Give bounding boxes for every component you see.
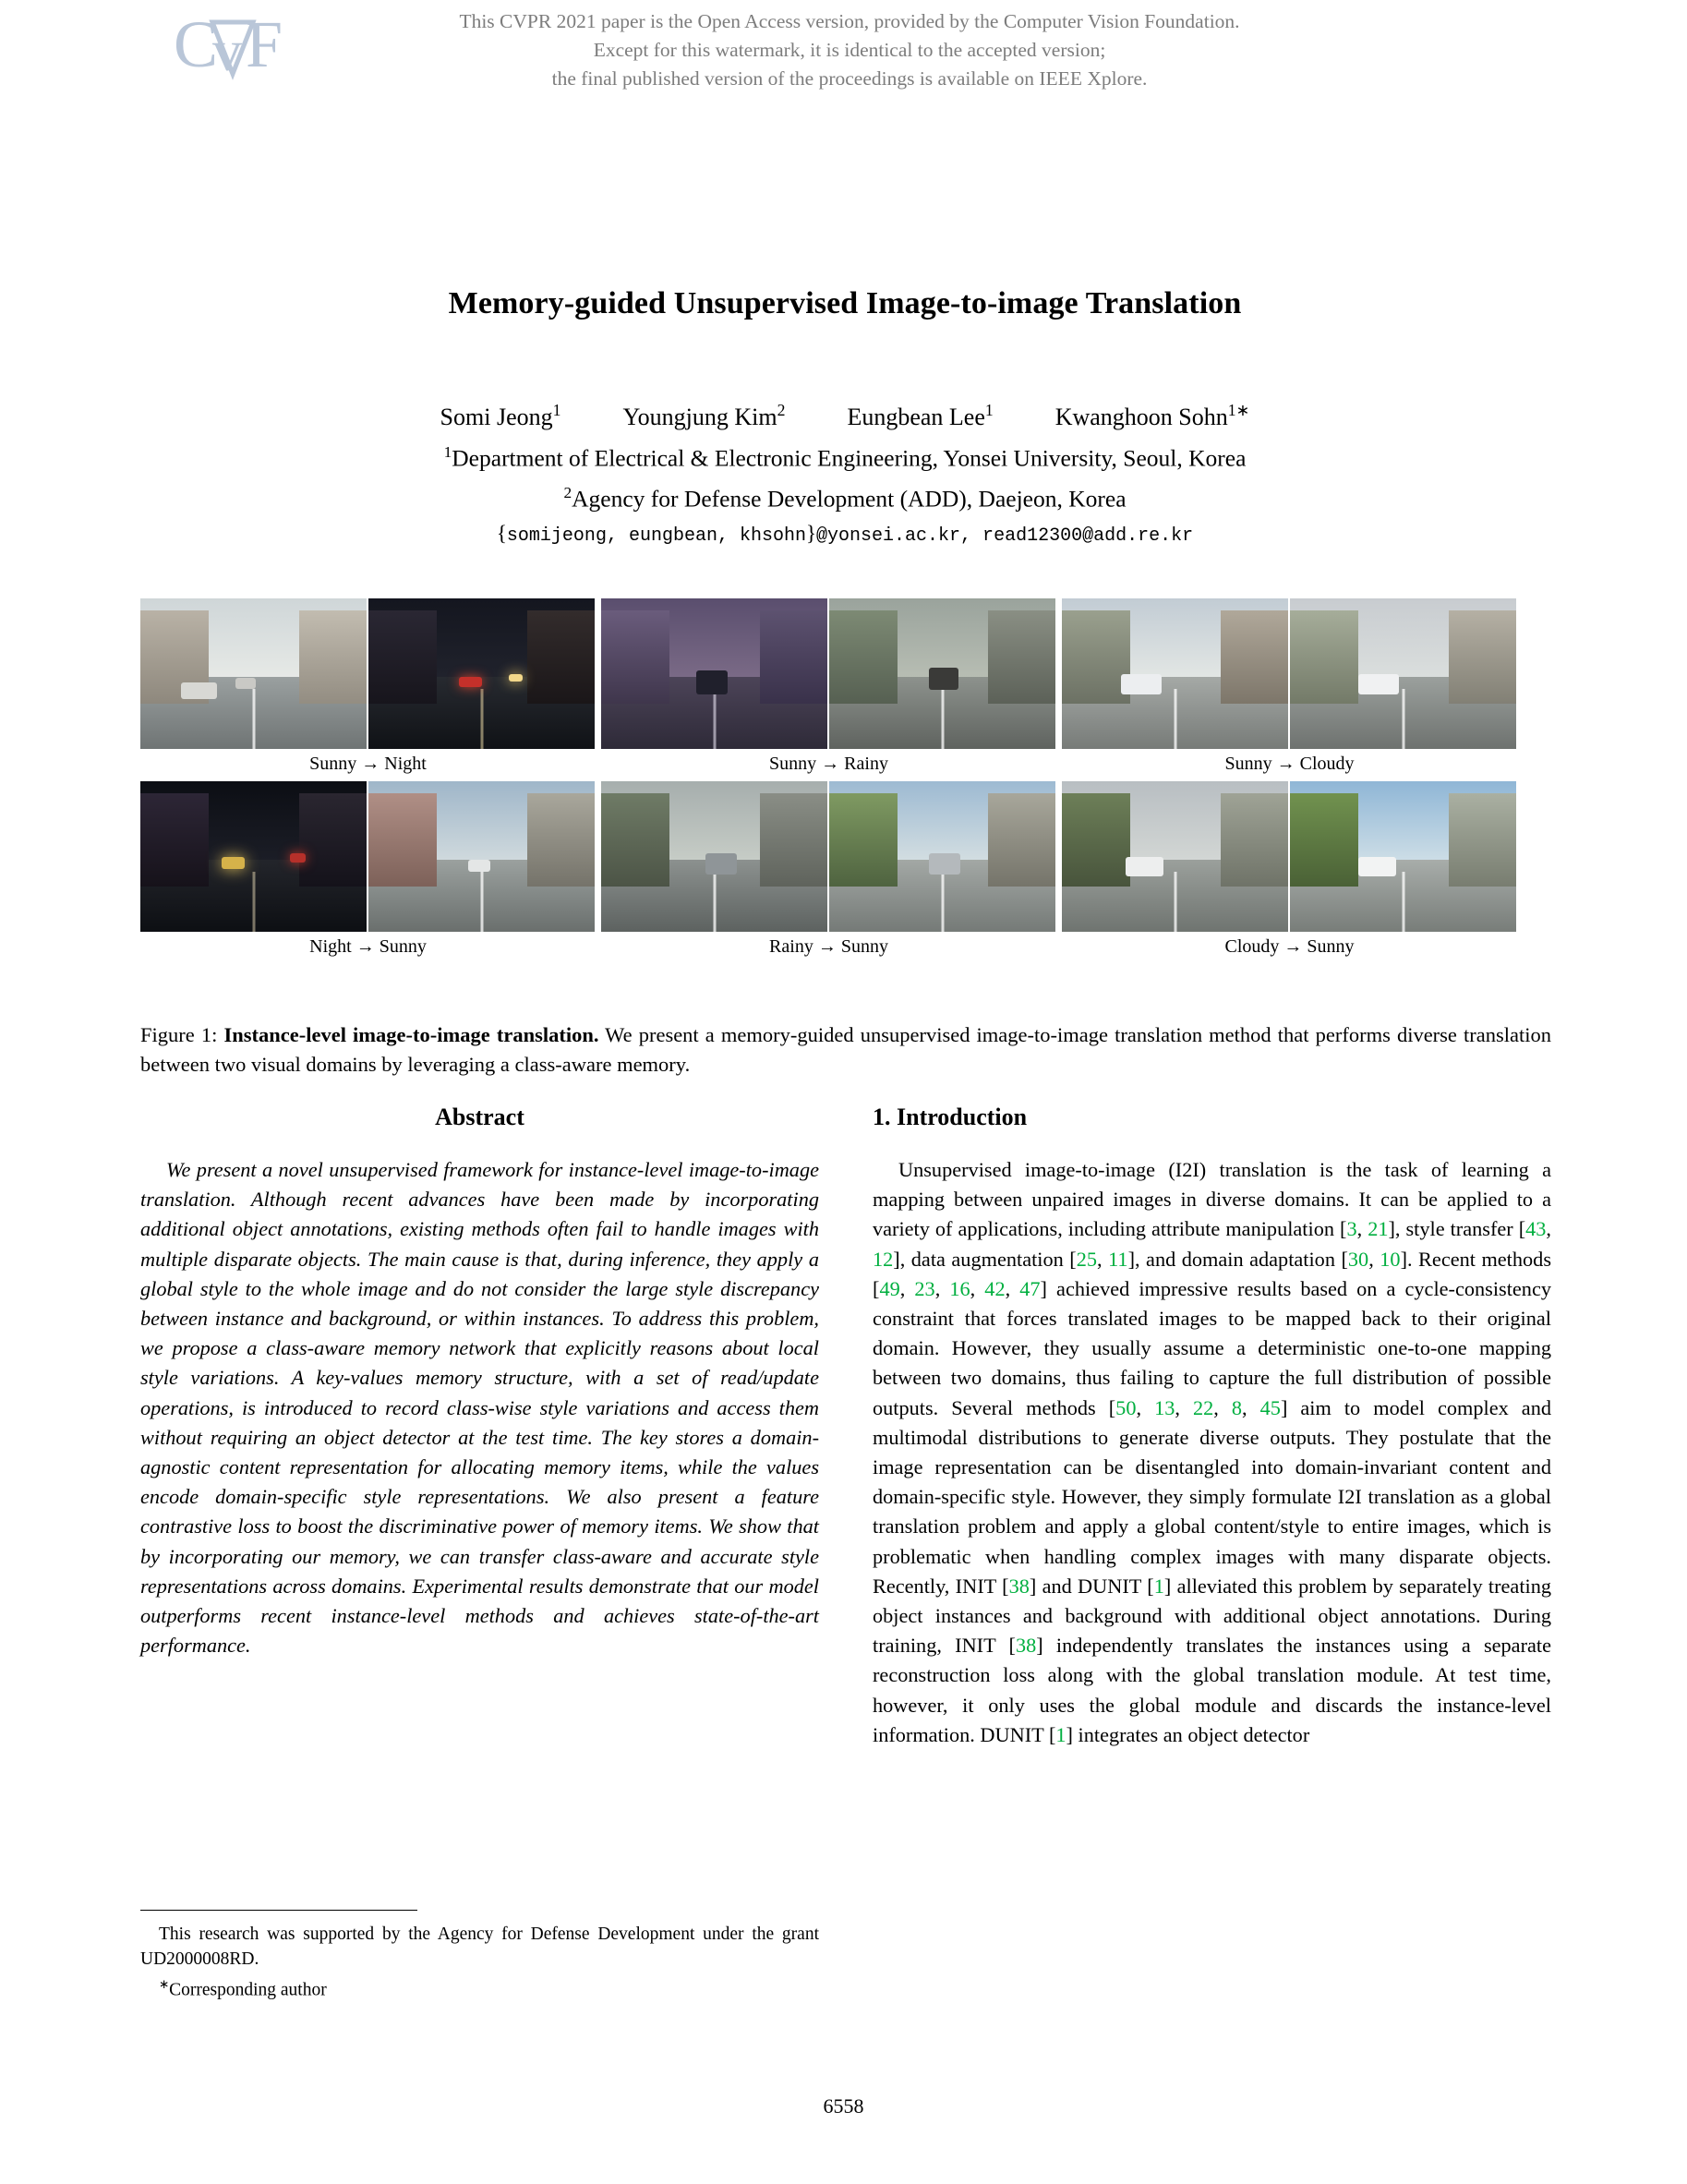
author-2: [622, 392, 785, 435]
paragraph-text: ] independently translates the instances using a separate reconstruction loss along with the global translation module. At test time, however, it only uses the global module and discards the instance-level information. DUNIT [: [873, 1634, 1551, 1746]
paragraph-text: ] achieved impressive results based on a cycle-consistency constraint that forces translated images to be mapped back to their original domain. However, they usually assume a deterministic one-to-one mapping between two domains, thus failing to capture the full distribution of possible outputs. Several methods [: [873, 1276, 1551, 1419]
citation-link[interactable]: 1: [1055, 1722, 1066, 1746]
paragraph-text: ,: [1368, 1247, 1380, 1271]
figure-pair-sunny-rainy: [601, 598, 1056, 749]
email-tail: @yonsei.ac.kr, read12300@add.re.kr: [816, 525, 1194, 547]
figure-pair-rainy-sunny: [601, 781, 1056, 932]
figure-caption-label: Figure 1:: [140, 1023, 218, 1046]
paragraph-text: ] and DUNIT [: [1029, 1574, 1154, 1598]
footnote-block: [140, 1910, 819, 2003]
cvf-logo: [172, 6, 310, 89]
figure-image-sunny-6: [1290, 781, 1516, 932]
svg-text:v: v: [212, 18, 240, 83]
watermark-line-1: This CVPR 2021 paper is the Open Access version, provided by the Computer Vision Foundation.: [459, 10, 1240, 32]
page-number: 6558: [823, 2094, 864, 2118]
author-names-row: [139, 392, 1551, 435]
figure-image-rainy-1: [829, 598, 1055, 749]
citation-link[interactable]: 25: [1076, 1247, 1097, 1271]
paragraph-text: ,: [1175, 1395, 1193, 1419]
author-1: [440, 392, 561, 435]
email-inner: somijeong, eungbean, khsohn: [506, 525, 806, 547]
paragraph-text: ,: [1356, 1217, 1368, 1241]
paragraph-text: ,: [1005, 1276, 1020, 1300]
author-4-sup: 1∗: [1227, 401, 1250, 419]
footnote-corresponding: [140, 1972, 819, 2003]
figure-1-caption: [140, 1020, 1551, 1080]
figure-caption-title: Instance-level image-to-image translation.: [223, 1023, 599, 1046]
paragraph-text: ,: [1097, 1247, 1109, 1271]
figure-captions-row-1: [140, 754, 1548, 775]
figure-caption-body: We present a memory-guided unsupervised image-to-image translation method that performs diverse translation between two visual domains by leveraging a class-aware memory.: [140, 1023, 1552, 1076]
figure-image-cloudy-1: [1290, 598, 1516, 749]
svg-text:C: C: [174, 7, 217, 81]
paragraph-text: ,: [1213, 1395, 1232, 1419]
figure-pair-cloudy-sunny: [1062, 781, 1517, 932]
watermark-line-2: Except for this watermark, it is identical to the accepted version;: [593, 39, 1106, 61]
citation-link[interactable]: 50: [1115, 1395, 1137, 1419]
paragraph-text: ], and domain adaptation [: [1127, 1247, 1348, 1271]
paragraph-text: ,: [899, 1276, 915, 1300]
page-title: Memory-guided Unsupervised Image-to-image Translation: [448, 286, 1242, 320]
author-1-name: Somi Jeong: [440, 403, 553, 430]
citation-link[interactable]: 21: [1368, 1217, 1389, 1241]
citation-link[interactable]: 38: [1008, 1574, 1030, 1598]
paragraph-text: ,: [1546, 1217, 1551, 1241]
citation-link[interactable]: 12: [873, 1247, 894, 1271]
citation-link[interactable]: 1: [1153, 1574, 1164, 1598]
citation-link[interactable]: 3: [1346, 1217, 1357, 1241]
paragraph-text: ] alleviated this problem by separately treating object instances and background with additional object annotations. During training, INIT [: [873, 1574, 1552, 1658]
figure-image-sunny-3: [1062, 598, 1288, 749]
affiliation-2: [139, 476, 1551, 517]
svg-text:F: F: [246, 7, 282, 81]
abstract-body: We present a novel unsupervised framework for instance-level image-to-image translation. Although recent advances have been made by incorporating additional object annotations, existing methods often fail to handle images with multiple disparate objects. The main cause is that, during inference, they apply a global style to the whole image and do not consider the large style discrepancy between instance and background, or within instances. To address this problem, we propose a class-aware memory network that explicitly reasons about local style variations. A key-values memory structure, with a set of read/update operations, is introduced to record class-wise style variations and access them without requiring an object detector at the test time. The key stores a domain-agnostic content representation for allocating memory items, while the values encode domain-specific style representations. We also present a feature contrastive loss to boost the discriminative power of memory items. We show that by incorporating our memory, we can transfer class-aware and accurate style representations across domains. Experimental results demonstrate that our model outperforms recent instance-level methods and achieves state-of-the-art performance.: [140, 1158, 819, 1658]
citation-link[interactable]: 22: [1192, 1395, 1214, 1419]
email-close-brace: }: [805, 522, 817, 545]
figure-pair-sunny-cloudy: [1062, 598, 1517, 749]
paragraph-text: ] integrates an object detector: [1066, 1722, 1310, 1746]
author-2-name: Youngjung Kim: [622, 403, 777, 430]
figure-caption-sunny-cloudy: Sunny → Cloudy: [1224, 754, 1355, 774]
figure-caption-cloudy-sunny: Cloudy → Sunny: [1224, 936, 1355, 957]
abstract-column: [140, 1104, 819, 1660]
figure-caption-rainy-sunny: Rainy → Sunny: [769, 936, 888, 957]
citation-link[interactable]: 49: [879, 1276, 900, 1300]
figure-image-sunny-5: [829, 781, 1055, 932]
affiliation-2-sup: 2: [563, 484, 572, 502]
figure-pair-night-sunny: [140, 781, 596, 932]
figure-image-sunny-2: [601, 598, 827, 749]
figure-pair-sunny-night: [140, 598, 596, 749]
figure-caption-sunny-rainy: Sunny → Rainy: [769, 754, 888, 774]
author-4: [1055, 392, 1250, 435]
paragraph-text: ] aim to model complex and multimodal distributions to generate diverse outputs. They postulate that the image representation can be disentangled into domain-invariant content and domain-specific style. However, they simply formulate I2I translation as a global translation problem and apply a global content/style to entire images, which is problematic when handling complex images with many disparate objects. Recently, INIT [: [873, 1395, 1551, 1598]
citation-link[interactable]: 13: [1154, 1395, 1175, 1419]
footnote-rule: [140, 1910, 417, 1911]
affiliation-1-text: Department of Electrical & Electronic Engineering, Yonsei University, Seoul, Korea: [452, 444, 1247, 472]
paragraph-text: ]. Recent methods [: [873, 1247, 1552, 1300]
citation-link[interactable]: 38: [1015, 1634, 1037, 1658]
watermark-line-3: the final published version of the proceedings is available on IEEE Xplore.: [551, 67, 1148, 90]
citation-link[interactable]: 11: [1108, 1247, 1128, 1271]
figure-caption-sunny-night: Sunny → Night: [309, 754, 427, 774]
abstract-heading: Abstract: [435, 1104, 524, 1130]
email-open-brace: {: [496, 522, 507, 545]
author-4-name: Kwanghoon Sohn: [1054, 403, 1228, 430]
figure-image-sunny-4: [368, 781, 595, 932]
affiliation-2-text: Agency for Defense Development (ADD), Daejeon, Korea: [572, 485, 1127, 513]
paragraph-text: Unsupervised image-to-image (I2I) translation is the task of learning a mapping between unpaired images in diverse domains. It can be applied to a variety of applications, including attribute manipulation [: [873, 1158, 1551, 1241]
affiliation-1-sup: 1: [443, 442, 452, 461]
figure-image-night-2: [140, 781, 367, 932]
citation-link[interactable]: 10: [1380, 1247, 1401, 1271]
figure-image-cloudy-2: [1062, 781, 1288, 932]
author-3-sup: 1: [984, 401, 994, 419]
citation-link[interactable]: 23: [914, 1276, 935, 1300]
author-1-sup: 1: [552, 401, 561, 419]
author-block: [139, 392, 1551, 517]
citation-link[interactable]: 47: [1019, 1276, 1041, 1300]
author-2-sup: 2: [777, 401, 786, 419]
paragraph-text: ,: [970, 1276, 985, 1300]
paragraph-text: ], style transfer [: [1388, 1217, 1526, 1241]
figure-captions-row-2: [140, 936, 1548, 958]
watermark-notice: [305, 7, 1394, 93]
affiliation-1: [139, 435, 1551, 477]
introduction-heading: 1. Introduction: [873, 1104, 1028, 1130]
footnote-funding-text: This research was supported by the Agency for Defense Development under the grant UD2000008RD.: [140, 1925, 819, 1969]
paragraph-text: ,: [1136, 1395, 1155, 1419]
citation-link[interactable]: 30: [1347, 1247, 1369, 1271]
figure-image-rainy-2: [601, 781, 827, 932]
citation-link[interactable]: 16: [949, 1276, 970, 1300]
citation-link[interactable]: 42: [984, 1276, 1006, 1300]
figure-row-2: [140, 781, 1548, 932]
figure-1: [140, 598, 1548, 964]
author-emails: [139, 522, 1551, 547]
author-3-name: Eungbean Lee: [847, 403, 985, 430]
figure-image-sunny-1: [140, 598, 367, 749]
paragraph-text: ,: [934, 1276, 950, 1300]
introduction-column: [873, 1104, 1551, 1750]
figure-image-night-1: [368, 598, 595, 749]
cvf-logo-icon: [172, 6, 310, 89]
figure-caption-night-sunny: Night → Sunny: [309, 936, 427, 957]
footnote-asterisk: ∗: [159, 1977, 170, 1991]
figure-row-1: [140, 598, 1548, 749]
paragraph-text: ], data augmentation [: [893, 1247, 1077, 1271]
citation-link[interactable]: 45: [1259, 1395, 1281, 1419]
introduction-body: [873, 1155, 1551, 1750]
citation-link[interactable]: 8: [1231, 1395, 1243, 1419]
citation-link[interactable]: 43: [1525, 1217, 1547, 1241]
footnote-corresponding-text: Corresponding author: [169, 1980, 327, 2000]
footnote-funding: [140, 1922, 819, 1972]
author-3: [847, 392, 993, 435]
paragraph-text: ,: [1242, 1395, 1260, 1419]
